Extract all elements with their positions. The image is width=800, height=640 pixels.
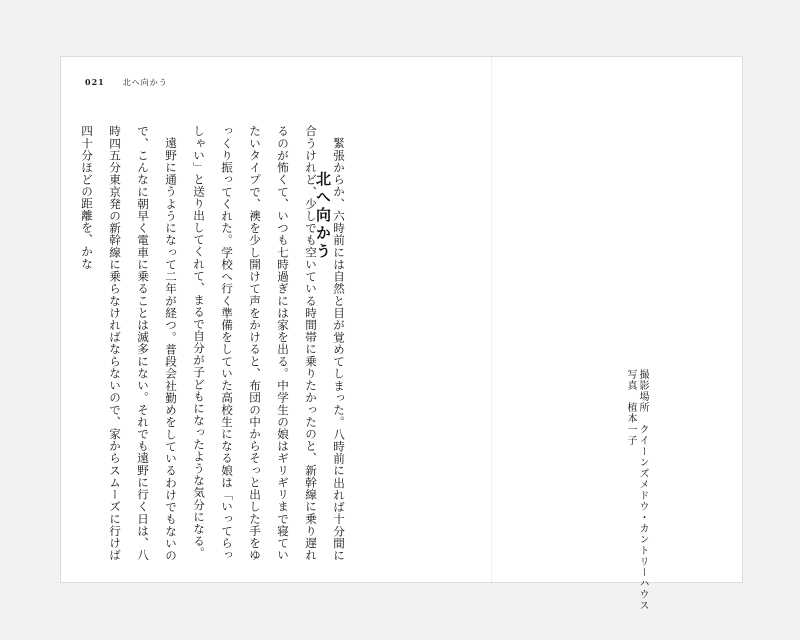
- chapter-title: 北へ向かう: [314, 171, 332, 261]
- page-gutter: [491, 57, 492, 582]
- credit-photo: 写真 植本一子: [625, 369, 636, 446]
- body-paragraph-2: 遠野に通うようになって二年が経つ。普段会社勤めをしているわけでもないので、こんなに朝早く電車に乗ることは滅多にない。それでも遠野に行く日は、八時四五分東京発の新幹線に乗らなければならないので、家からスムーズに行けば四十分ほどの距離を、かな: [80, 125, 178, 561]
- body-paragraph-1: 緊張からか、六時前には自然と目が覚めてしまった。八時前に出れば十分間に合うけれど、少しでも空いている時間帯に乗りたかったのと、新幹線に乗り遅れるのが怖くて、いつも七時過ぎには家を出る。中学生の娘はギリギリまで寝ていたいタイプで、襖を少し開けて声をかけると、布団の中からそっと出した手をゆっくり振ってくれた。学校へ行く準備をしていた高校生になる娘は「いってらっしゃい」と送り出してくれて、まるで自分が子どもになったような気分になる。: [192, 125, 346, 561]
- page-number: 021: [85, 77, 105, 87]
- credit-location: 撮影場所 クイーンズメドウ・カントリーハウス: [637, 369, 648, 611]
- running-head: [85, 75, 168, 89]
- book-spread: [60, 56, 743, 611]
- running-head-title: 北へ向かう: [122, 77, 168, 87]
